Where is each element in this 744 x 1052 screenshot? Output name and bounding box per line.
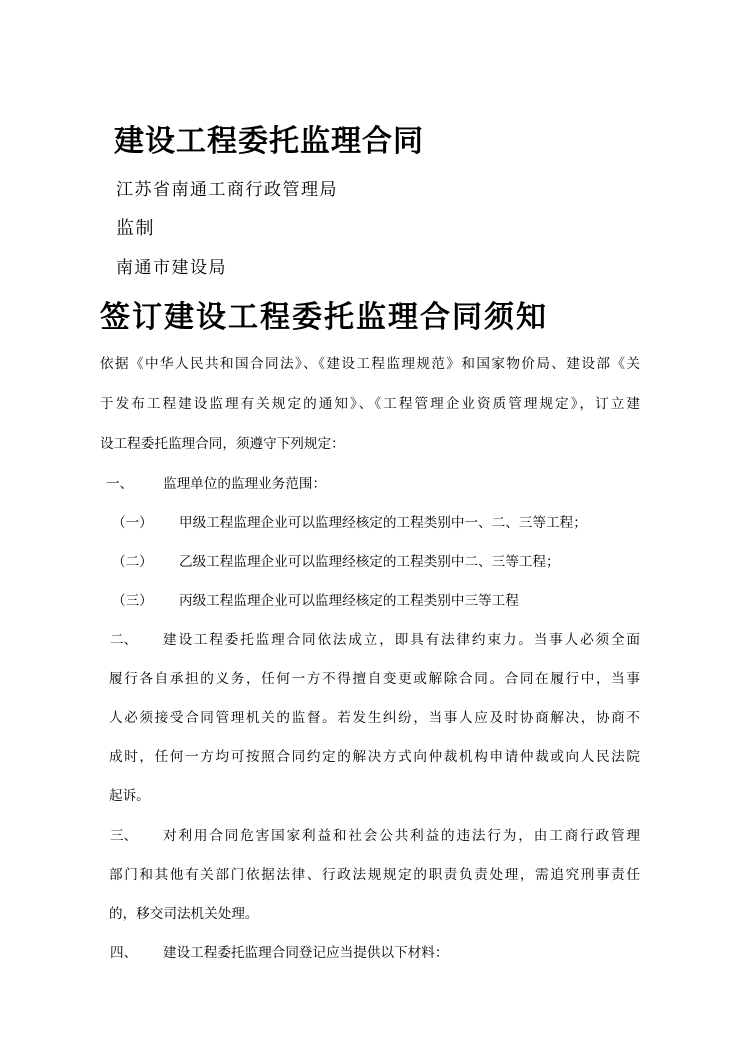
item-number: 三、 bbox=[110, 828, 138, 844]
item-text: 起诉。 bbox=[109, 788, 150, 804]
sub-item-number: （一） bbox=[112, 515, 153, 531]
sub-item-number: （三） bbox=[112, 593, 153, 609]
item-number: 一、 bbox=[106, 476, 134, 492]
item-text: 的，移交司法机关处理。 bbox=[109, 906, 259, 922]
supervise-label: 监制 bbox=[116, 218, 155, 239]
item-text: 对利用合同危害国家利益和社会公共利益的违法行为，由工商行政管理 bbox=[163, 828, 640, 844]
item-text: 履行各自承担的义务，任何一方不得擅自变更或解除合同。合同在履行中，当事 bbox=[109, 671, 640, 687]
item-text: 部门和其他有关部门依据法律、行政法规规定的职责负责处理，需追究刑事责任 bbox=[109, 867, 640, 883]
sub-item-text: 乙级工程监理企业可以监理经核定的工程类别中二、三等工程； bbox=[179, 554, 560, 570]
item-text: 监理单位的监理业务范围： bbox=[163, 476, 327, 492]
issuer-name: 江苏省南通工商行政管理局 bbox=[116, 180, 338, 200]
sub-item-text: 丙级工程监理企业可以监理经核定的工程类别中三等工程 bbox=[179, 593, 519, 609]
item-text: 人必须接受合同管理机关的监督。若发生纠纷，当事人应及时协商解决，协商不 bbox=[109, 710, 640, 726]
sub-item-text: 甲级工程监理企业可以监理经核定的工程类别中一、二、三等工程； bbox=[179, 515, 587, 531]
notice-title: 签订建设工程委托监理合同须知 bbox=[100, 300, 548, 335]
intro-line: 设工程委托监理合同，须遵守下列规定： bbox=[100, 436, 345, 452]
item-text: 建设工程委托监理合同登记应当提供以下材料： bbox=[163, 945, 449, 961]
contract-title: 建设工程委托监理合同 bbox=[114, 124, 424, 159]
item-text: 成时，任何一方均可按照合同约定的解决方式向仲裁机构申请仲裁或向人民法院 bbox=[109, 749, 640, 765]
intro-line: 于发布工程建设监理有关规定的通知》、《工程管理企业资质管理规定》，订立建 bbox=[100, 396, 640, 412]
item-number: 二、 bbox=[110, 632, 138, 648]
item-number: 四、 bbox=[110, 945, 138, 961]
intro-line: 依据《中华人民共和国合同法》、《建设工程监理规范》和国家物价局、建设部《关 bbox=[100, 356, 640, 372]
sub-item-number: （二） bbox=[112, 554, 153, 570]
item-text: 建设工程委托监理合同依法成立，即具有法律约束力。当事人必须全面 bbox=[163, 632, 640, 648]
bureau-name: 南通市建设局 bbox=[116, 258, 227, 278]
